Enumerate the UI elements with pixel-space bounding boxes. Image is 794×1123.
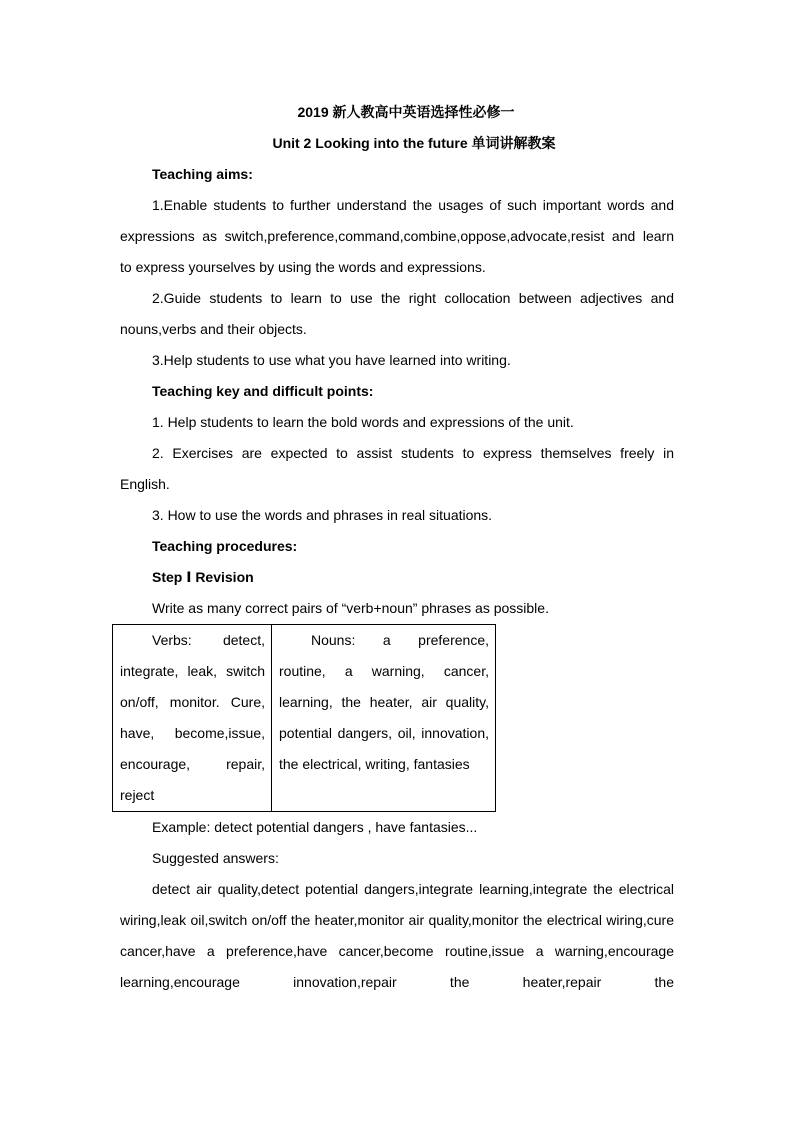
key-points-heading: Teaching key and difficult points: [152, 383, 374, 399]
aim-1: 1.Enable students to further understand the usages of such important words and expressions as switch,preference,command,combine,oppose,advocate,resist and learn to express yourselves by using the words and expressions. [120, 197, 674, 275]
suggested-answers-heading: Suggested answers: [152, 850, 279, 866]
verbs-cell: Verbs: detect, integrate, leak, switch on/off, monitor. Cure, have, become,issue, encourage, repair, reject [113, 625, 272, 812]
table-row [113, 625, 496, 812]
nouns-cell: Nouns: a preference, routine, a warning, cancer, learning, the heater, air quality, potential dangers, oil, innovation, the electrical, writing, fantasies [272, 625, 496, 812]
procedures-heading: Teaching procedures: [152, 538, 298, 554]
document-body [120, 97, 674, 998]
key-point-3: 3. How to use the words and phrases in real situations. [152, 507, 493, 523]
aim-2: 2.Guide students to learn to use the right collocation between adjectives and nouns,verbs and their objects. [120, 290, 674, 337]
verb-noun-table [112, 624, 496, 812]
suggested-answers-text: detect air quality,detect potential dangers,integrate learning,integrate the electrical wiring,leak oil,switch on/off the heater,monitor air quality,monitor the electrical wiring,cure cancer,have a preference,have cancer,become routine,issue a warning,encourage learning,encourage innovation,repair the heater,repair the [120, 881, 674, 990]
key-point-2: 2. Exercises are expected to assist students to express themselves freely in English. [120, 445, 674, 492]
step-1-heading: Step Ⅰ Revision [152, 569, 254, 585]
document-subtitle: Unit 2 Looking into the future 单词讲解教案 [272, 135, 556, 151]
teaching-aims-heading: Teaching aims: [152, 166, 253, 182]
document-title: 2019 新人教高中英语选择性必修一 [297, 104, 515, 120]
aim-3: 3.Help students to use what you have learned into writing. [152, 352, 511, 368]
example-line: Example: detect potential dangers , have fantasies... [152, 819, 478, 835]
key-point-1: 1. Help students to learn the bold words and expressions of the unit. [152, 414, 574, 430]
revision-instruction: Write as many correct pairs of “verb+noun” phrases as possible. [152, 600, 549, 616]
